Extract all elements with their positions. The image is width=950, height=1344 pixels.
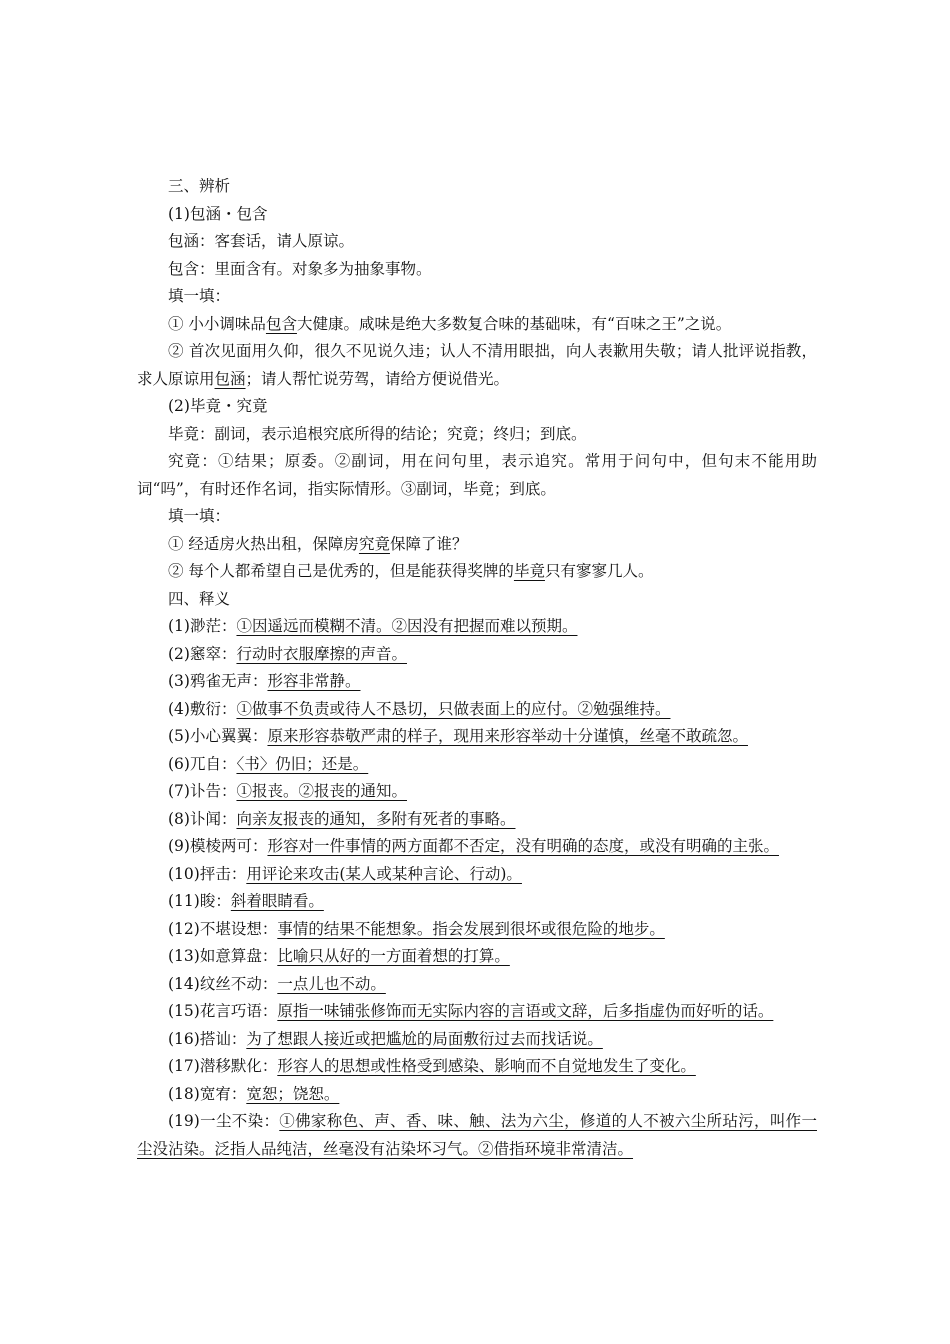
definition-item	[137, 778, 817, 806]
definition-text: ①做事不负责或待人不恳切，只做表面上的应付。②勉强维持。	[236, 699, 671, 718]
answer-word: 包涵	[214, 369, 246, 388]
definition-item	[137, 998, 817, 1026]
definition-item	[137, 888, 817, 916]
definition-item	[137, 1053, 817, 1081]
definition-item	[137, 696, 817, 724]
definition-text: 〈书〉仍旧；还是。	[236, 754, 369, 773]
section-heading-definitions: 四、释义	[168, 589, 231, 608]
term: (17)潜移默化：	[168, 1057, 278, 1075]
fill-label: 填一填：	[168, 507, 231, 525]
term: (5)小心翼翼：	[168, 727, 268, 745]
definition-text: 事情的结果不能想象。指会发展到很坏或很危险的地步。	[277, 919, 665, 938]
definition-item	[137, 668, 817, 696]
term: (3)鸦雀无声：	[168, 672, 268, 690]
definition-text: 用评论来攻击(某人或某种言论、行动)。	[246, 864, 522, 883]
definition-item	[137, 861, 817, 889]
sentence-text: ② 首次见面用久仰，很久不见说久违；认人不清用眼拙，向人表歉用失敬；请人批评说指教，求人原谅用	[137, 342, 817, 388]
definition-item	[137, 751, 817, 779]
definition-baohan: 包涵：客套话，请人原谅。	[168, 232, 355, 250]
definition-text: ①佛家称色、声、香、味、触、法为六尘，修道的人不被六尘所玷污，叫作一尘没沾染。泛指人品纯洁，丝毫没有沾染坏习气。②借指环境非常清洁。	[137, 1112, 817, 1158]
answer-word: 包含	[265, 314, 297, 333]
term: (6)兀自：	[168, 754, 237, 773]
definition-text: 形容非常静。	[267, 672, 361, 690]
definition-item	[137, 723, 817, 751]
term: (1)渺茫：	[168, 617, 237, 635]
definition-item	[137, 613, 817, 641]
definition-item	[137, 641, 817, 669]
definition-item	[137, 971, 817, 999]
definition-item	[137, 1081, 817, 1109]
definition-text: 向亲友报丧的通知，多附有死者的事略。	[236, 809, 516, 828]
sentence-text: ；请人帮忙说劳驾，请给方便说借光。	[245, 369, 510, 388]
definition-item	[137, 943, 817, 971]
section-heading-analysis: 三、辨析	[168, 177, 231, 195]
definition-text: 宽恕；饶恕。	[246, 1084, 340, 1103]
definition-item	[137, 833, 817, 861]
term: (8)讣闻：	[168, 809, 237, 828]
term: (18)宽宥：	[168, 1084, 247, 1103]
definition-bijing: 毕竟：副词，表示追根究底所得的结论；究竟；终归；到底。	[168, 424, 587, 443]
definition-text: 原来形容恭敬严肃的样子，现用来形容举动十分谨慎，丝毫不敢疏忽。	[267, 727, 748, 745]
definition-text: 比喻只从好的一方面着想的打算。	[277, 947, 510, 965]
term: (12)不堪设想：	[168, 919, 278, 938]
definition-item	[137, 1026, 817, 1054]
term: (2)窸窣：	[168, 644, 237, 663]
term: (7)讣告：	[168, 782, 237, 800]
sentence-text: ① 经适房火热出租，保障房	[168, 534, 359, 553]
answer-word: 究竟	[358, 534, 390, 553]
term: (16)搭讪：	[168, 1029, 247, 1048]
definition-text: 斜着眼睛看。	[230, 892, 324, 910]
exercise-sentence	[137, 338, 817, 393]
item-title-bijing: (2)毕竟・究竟	[168, 397, 268, 415]
term: (4)敷衍：	[168, 699, 237, 718]
sentence-text: 保障了谁？	[389, 534, 468, 553]
definition-item	[137, 916, 817, 944]
definition-text: 一点儿也不动。	[277, 974, 386, 993]
definition-text: 原指一味铺张修饰而无实际内容的言语或文辞，后多指虚伪而好听的话。	[277, 1002, 774, 1020]
exercise-sentence	[137, 531, 817, 559]
term: (10)抨击：	[168, 864, 247, 883]
item-title-baohan: (1)包涵・包含	[168, 204, 268, 223]
sentence-text: ① 小小调味品	[168, 314, 266, 333]
term: (14)纹丝不动：	[168, 974, 278, 993]
definition-baohan-contain: 包含：里面含有。对象多为抽象事物。	[168, 259, 432, 278]
term: (19)一尘不染：	[168, 1112, 280, 1130]
definition-text: ①因遥远而模糊不清。②因没有把握而难以预期。	[236, 617, 578, 635]
term: (13)如意算盘：	[168, 947, 278, 965]
term: (9)模棱两可：	[168, 837, 268, 855]
definition-text: 形容对一件事情的两方面都不否定，没有明确的态度，或没有明确的主张。	[267, 837, 779, 855]
exercise-sentence	[137, 311, 817, 339]
definition-jiujing: 究竟：①结果；原委。②副词，用在问句里，表示追究。常用于问句中，但句末不能用助词“吗”，有时还作名词，指实际情形。③副词，毕竟；到底。	[137, 452, 817, 498]
answer-word: 毕竟	[513, 562, 545, 580]
definition-text: 为了想跟人接近或把尴尬的局面敷衍过去而找话说。	[246, 1029, 603, 1048]
exercise-sentence	[137, 558, 817, 586]
definition-text: ①报丧。②报丧的通知。	[236, 782, 407, 800]
definition-item	[137, 1108, 817, 1163]
definition-text: 形容人的思想或性格受到感染、影响而不自觉地发生了变化。	[277, 1057, 696, 1075]
definition-item	[137, 806, 817, 834]
sentence-text: ② 每个人都希望自己是优秀的，但是能获得奖牌的	[168, 562, 514, 580]
document-body	[137, 173, 817, 1163]
definition-text: 行动时衣服摩擦的声音。	[236, 644, 407, 663]
sentence-text: 只有寥寥几人。	[544, 562, 654, 580]
sentence-text: 大健康。咸味是绝大多数复合味的基础味，有“百味之王”之说。	[296, 314, 732, 333]
term: (15)花言巧语：	[168, 1002, 278, 1020]
term: (11)睃：	[168, 892, 231, 910]
fill-label: 填一填：	[168, 287, 231, 305]
